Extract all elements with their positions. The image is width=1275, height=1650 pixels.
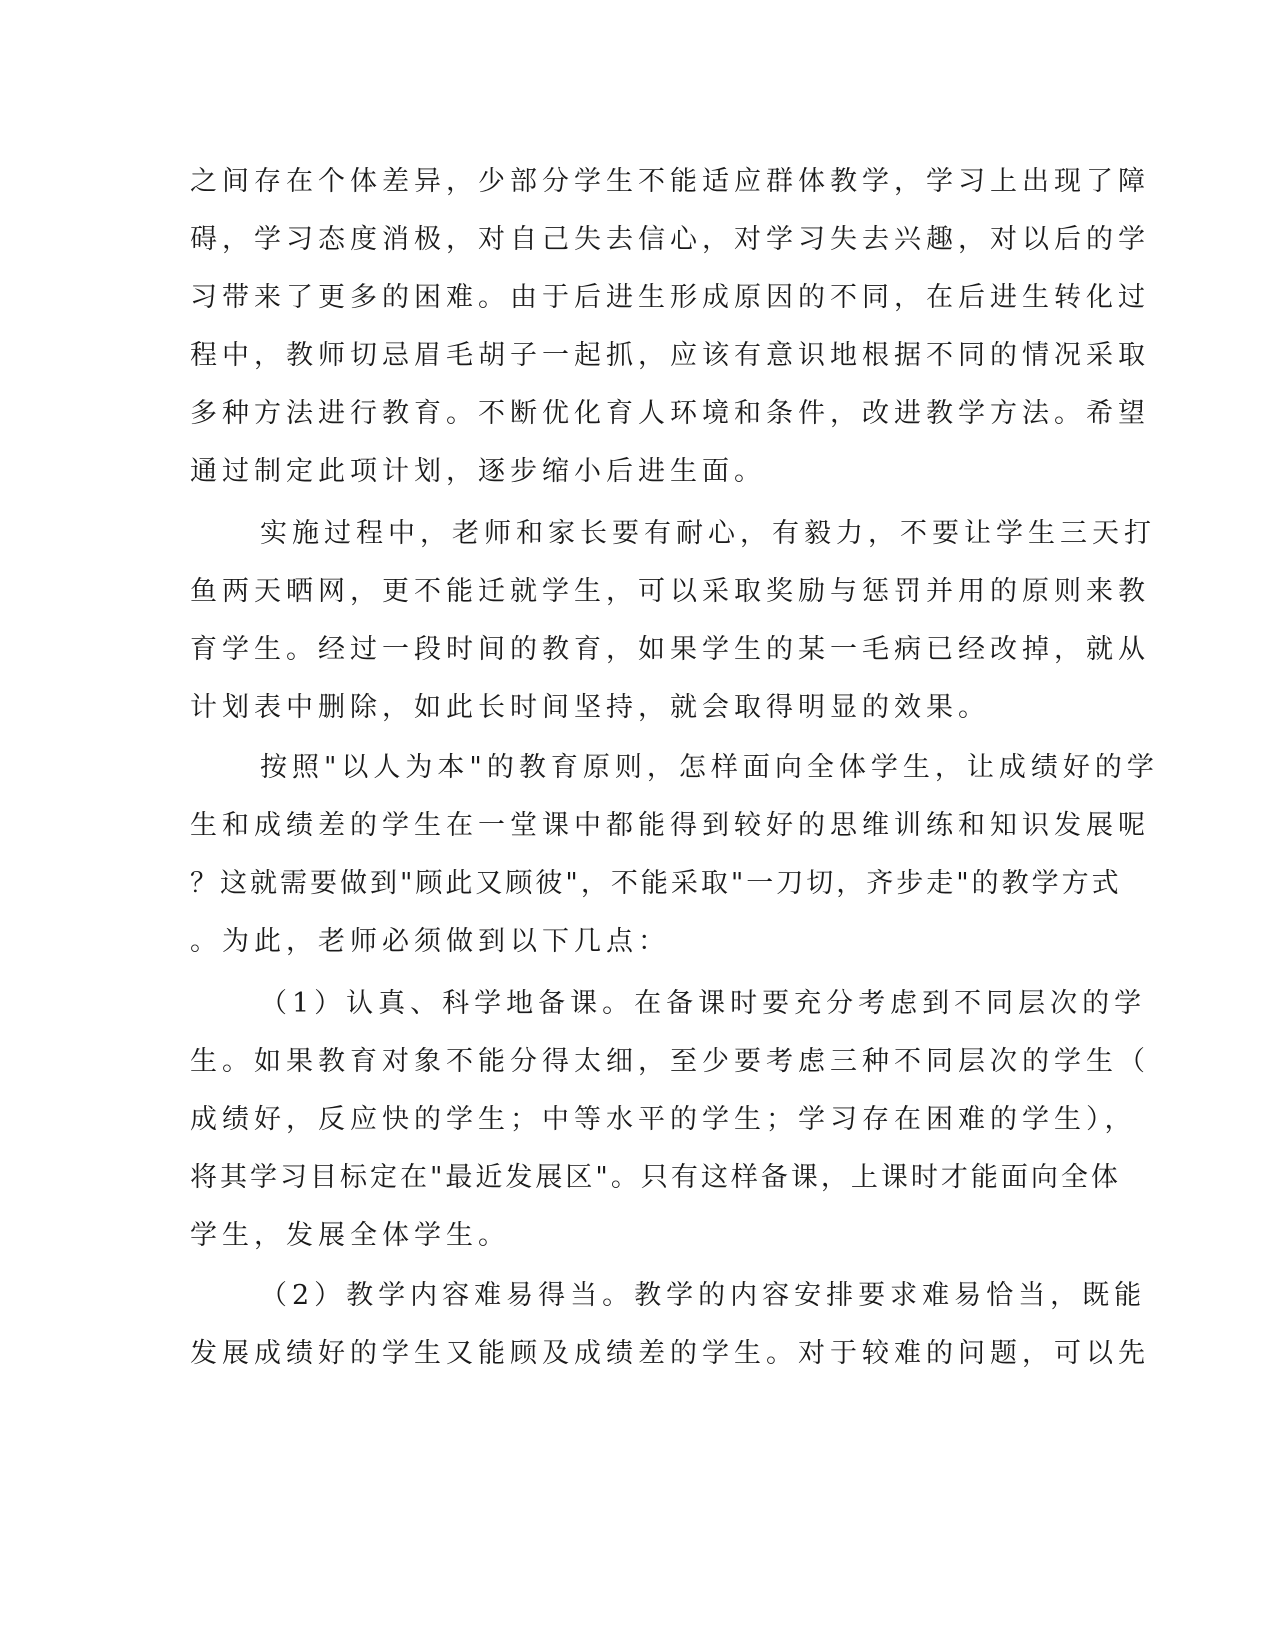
paragraph-first-line: （1）认真、科学地备课。在备课时要充分考虑到不同层次的学	[260, 988, 1147, 1019]
paragraph-first-line: （2）教学内容难易得当。教学的内容安排要求难易恰当，既能	[260, 1280, 1147, 1311]
text-line: 将其学习目标定在"最近发展区"。只有这样备课，上课时才能面向全体	[190, 1162, 1121, 1193]
text-line: 计划表中删除，如此长时间坚持，就会取得明显的效果。	[190, 692, 990, 723]
text-line: ？这就需要做到"顾此又顾彼"，不能采取"一刀切，齐步走"的教学方式	[190, 868, 1122, 899]
text-line: 碍，学习态度消极，对自己失去信心，对学习失去兴趣，对以后的学	[190, 224, 1150, 255]
text-line: 习带来了更多的困难。由于后进生形成原因的不同，在后进生转化过	[190, 282, 1150, 313]
text-line: 鱼两天晒网，更不能迁就学生，可以采取奖励与惩罚并用的原则来教	[190, 576, 1150, 607]
text-line: 学生，发展全体学生。	[190, 1220, 510, 1251]
text-line: 。为此，老师必须做到以下几点：	[190, 926, 670, 957]
text-line: 成绩好，反应快的学生；中等水平的学生；学习存在困难的学生），	[190, 1104, 1137, 1135]
text-line: 发展成绩好的学生又能顾及成绩差的学生。对于较难的问题，可以先	[190, 1338, 1150, 1369]
text-line: 生。如果教育对象不能分得太细，至少要考虑三种不同层次的学生（	[190, 1046, 1150, 1077]
text-line: 育学生。经过一段时间的教育，如果学生的某一毛病已经改掉，就从	[190, 634, 1150, 665]
paragraph-first-line: 实施过程中，老师和家长要有耐心，有毅力，不要让学生三天打	[260, 518, 1156, 549]
text-line: 之间存在个体差异，少部分学生不能适应群体教学，学习上出现了障	[190, 166, 1150, 197]
text-line: 通过制定此项计划，逐步缩小后进生面。	[190, 456, 766, 487]
text-line: 生和成绩差的学生在一堂课中都能得到较好的思维训练和知识发展呢	[190, 810, 1150, 841]
text-line: 多种方法进行教育。不断优化育人环境和条件，改进教学方法。希望	[190, 398, 1150, 429]
paragraph-first-line: 按照"以人为本"的教育原则，怎样面向全体学生，让成绩好的学	[260, 752, 1159, 783]
text-line: 程中，教师切忌眉毛胡子一起抓，应该有意识地根据不同的情况采取	[190, 340, 1150, 371]
